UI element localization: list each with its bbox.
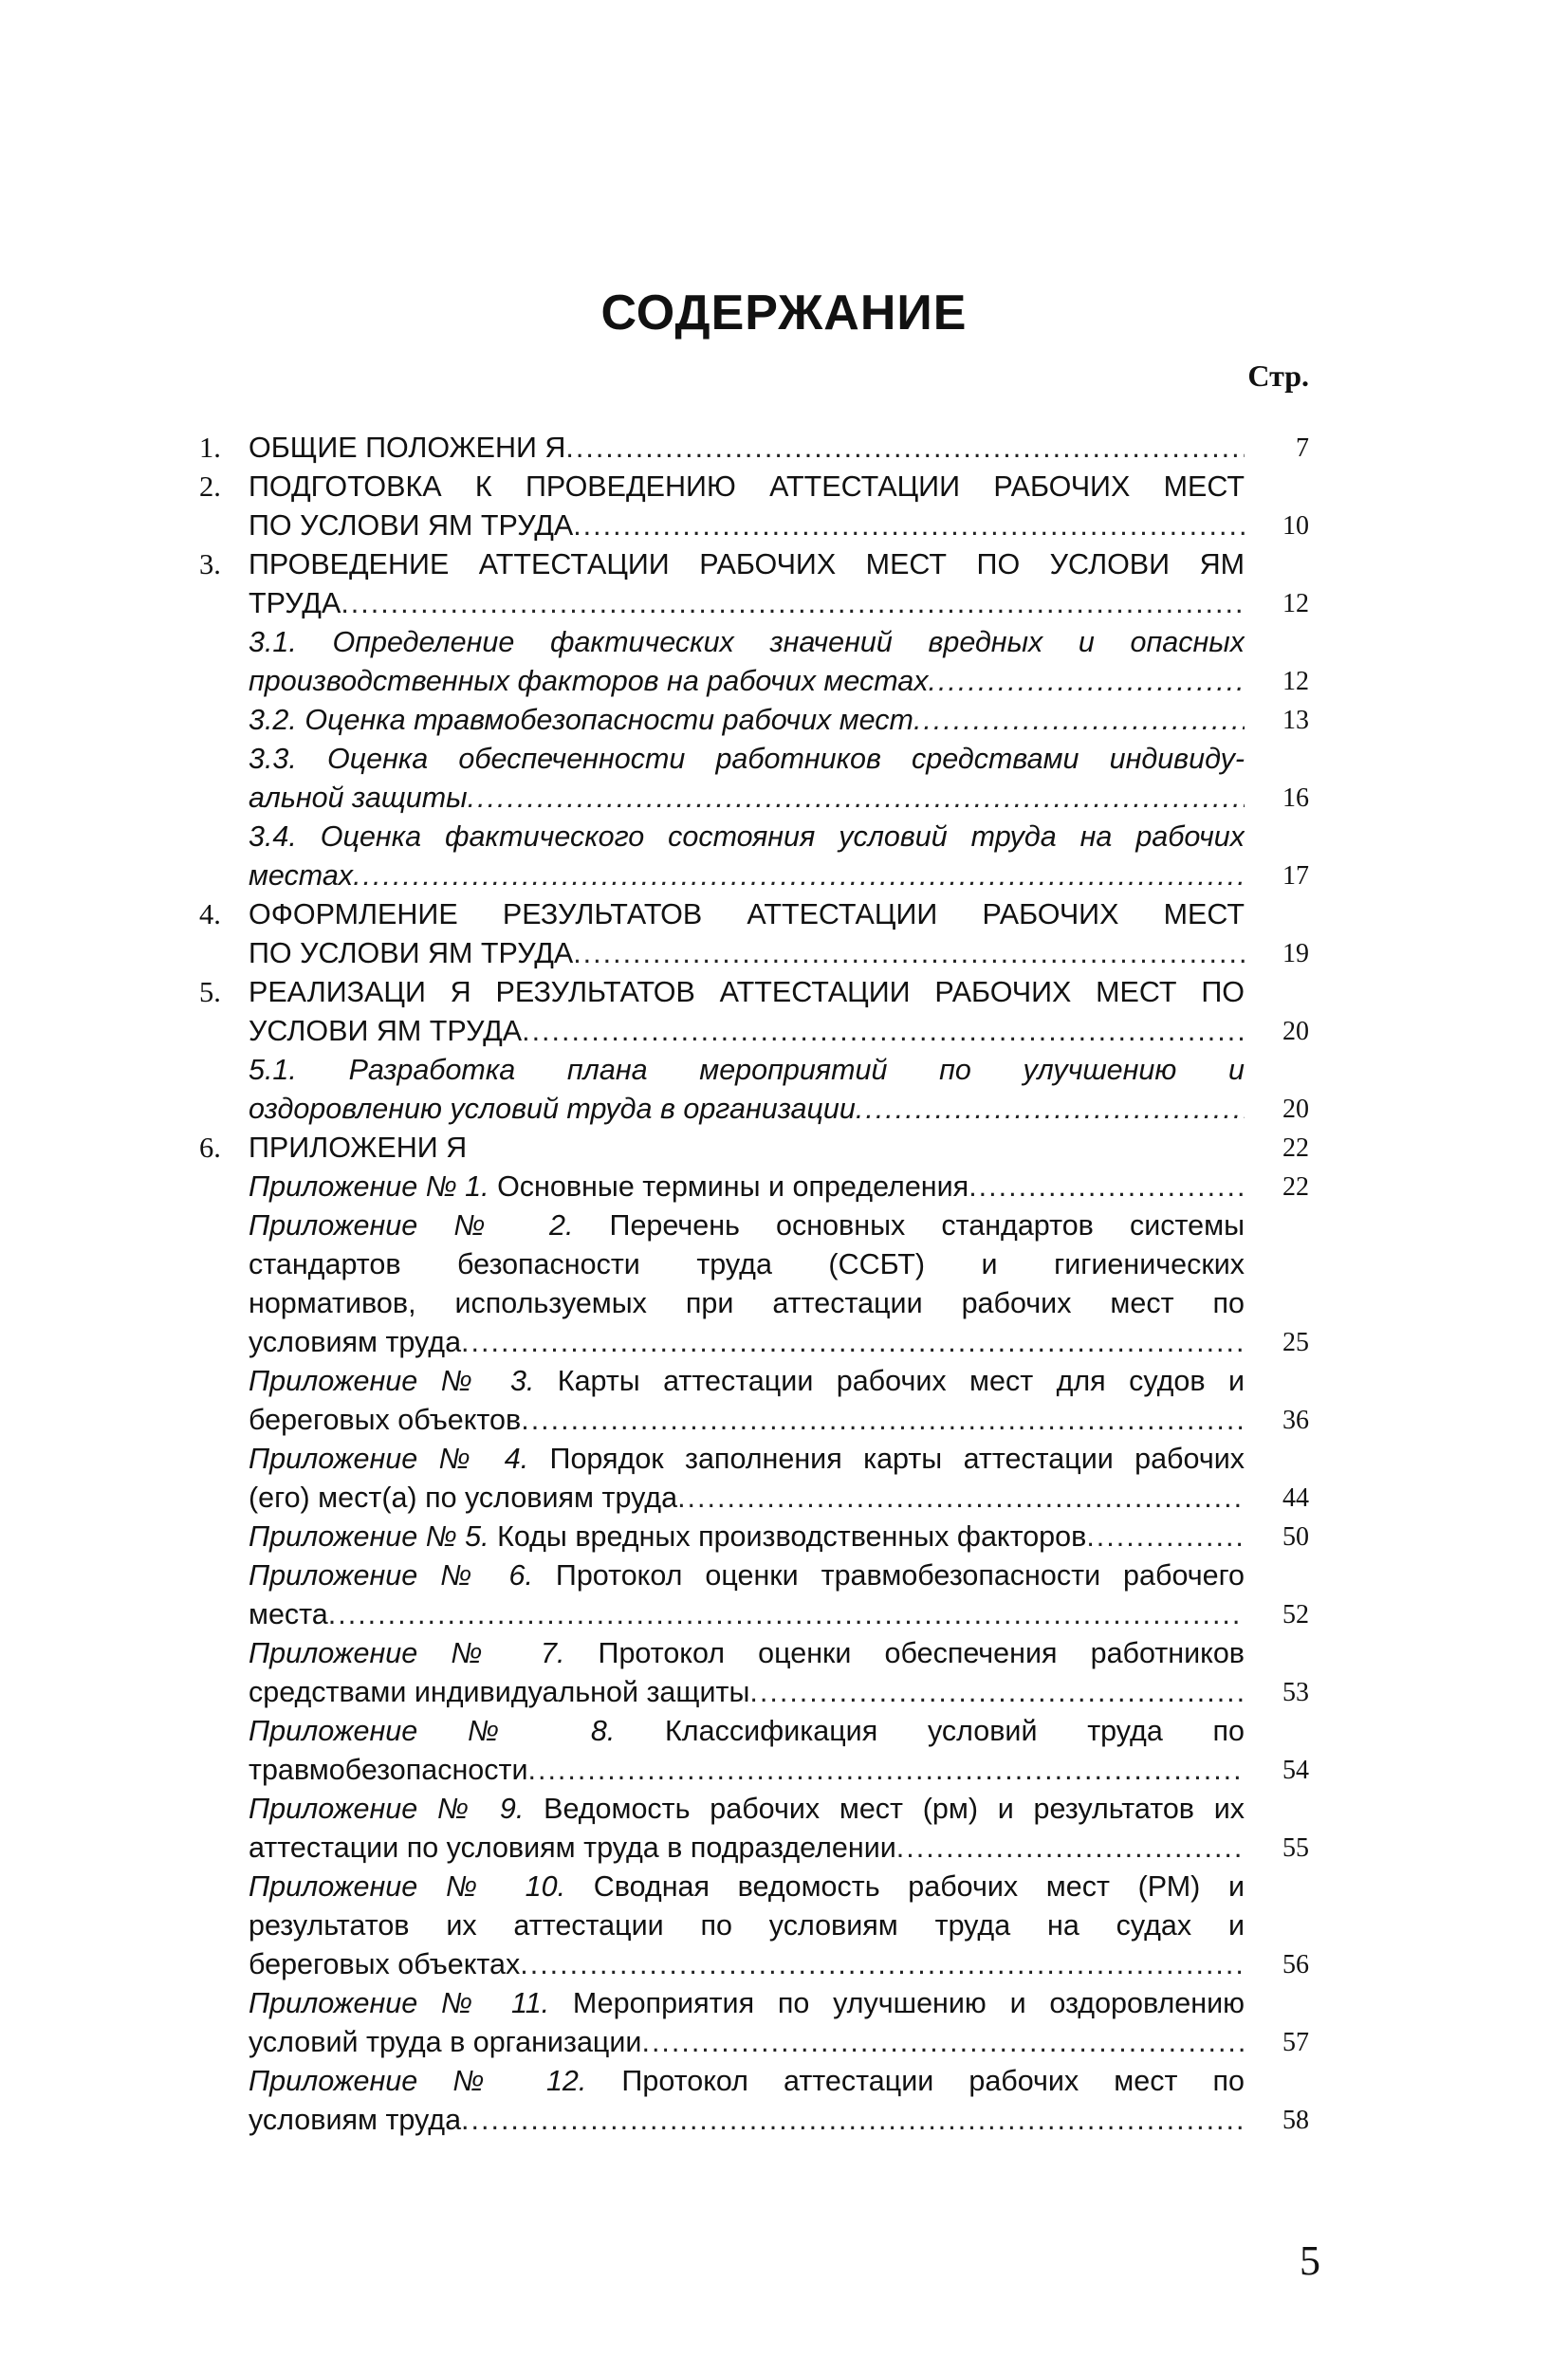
toc-entry — [199, 1634, 1309, 1712]
toc-entry-text: Протокол аттестации рабочих мест по — [586, 2065, 1245, 2097]
toc-entry-text: ТРУДА — [249, 587, 341, 619]
toc-entry-text: производственных факторов на рабочих местах — [249, 665, 929, 697]
toc-entry-text: Перечень основных стандартов системы — [573, 1209, 1245, 1242]
toc-entry-last-line — [249, 1945, 1245, 1984]
toc-entry — [199, 1362, 1309, 1440]
appendix-label: Приложение № 7. — [249, 1637, 565, 1669]
dot-leader — [468, 779, 1245, 818]
toc-entry-last-line — [249, 2023, 1245, 2062]
dot-leader — [573, 506, 1245, 545]
toc-page-number: 20 — [1282, 1095, 1309, 1124]
dot-leader — [856, 1090, 1245, 1129]
toc-entry-text: нормативов, используемых при аттестации рабочих мест по — [249, 1287, 1245, 1319]
toc-entry-text: стандартов безопасности труда (ССБТ) и гигиенических — [249, 1248, 1245, 1280]
dot-leader — [461, 1323, 1245, 1362]
toc-page-number: 56 — [1282, 1950, 1309, 1979]
toc-entry-line — [249, 2062, 1245, 2101]
toc-page-number: 54 — [1282, 1756, 1309, 1785]
toc-entry-text: Мероприятия по улучшению и оздоровлению — [549, 1987, 1245, 2019]
toc-entry-text: ПО УСЛОВИ ЯМ ТРУДА — [249, 937, 574, 969]
toc-entry — [199, 740, 1309, 818]
toc-entry-text: ПРИЛОЖЕНИ Я — [249, 1132, 468, 1164]
toc-entry — [199, 1984, 1309, 2062]
toc-entry-text: Классификация условий труда по — [615, 1715, 1245, 1747]
dot-leader — [461, 2101, 1245, 2140]
toc-entry-last-line — [249, 1012, 1245, 1051]
toc-entry-line — [249, 1440, 1245, 1479]
dot-leader — [520, 1945, 1245, 1984]
toc-entry-text: условиям труда — [249, 1326, 462, 1358]
toc-entry-last-line — [249, 1479, 1245, 1518]
toc-entry — [199, 818, 1309, 895]
toc-entry — [199, 1168, 1309, 1206]
toc-entry-line — [249, 973, 1245, 1012]
toc-entry-last-line — [249, 1168, 1245, 1206]
toc-entry-line — [249, 740, 1245, 779]
toc-page-number: 58 — [1282, 2106, 1309, 2135]
toc-entry-text: ПРОВЕДЕНИЕ АТТЕСТАЦИИ РАБОЧИХ МЕСТ ПО УСЛОВИ ЯМ — [249, 548, 1245, 580]
toc-entry-line — [249, 1712, 1245, 1751]
toc-entry — [199, 468, 1309, 545]
toc-entry-number: 2. — [199, 470, 221, 503]
toc-entry-number: 4. — [199, 898, 221, 930]
toc-entry-line — [249, 468, 1245, 506]
toc-page-number: 25 — [1282, 1328, 1309, 1357]
toc-entry-last-line — [249, 1129, 1245, 1168]
toc-entry-last-line — [249, 506, 1245, 545]
toc-entry-text: ОБЩИЕ ПОЛОЖЕНИ Я — [249, 432, 566, 464]
toc-entry-last-line — [249, 1090, 1245, 1129]
toc-entry-last-line — [249, 1323, 1245, 1362]
dot-leader — [968, 1168, 1245, 1206]
page-title: СОДЕРЖАНИЕ — [600, 285, 968, 341]
toc-entry-text: Основные термины и определения — [489, 1170, 969, 1203]
toc-entry — [199, 1556, 1309, 1634]
appendix-label: Приложение № 2. — [249, 1209, 574, 1242]
toc-entry-text: береговых объектах — [249, 1948, 521, 1980]
toc-entry-text: Ведомость рабочих мест (рм) и результатов их — [524, 1793, 1245, 1825]
toc-entry-last-line — [249, 1401, 1245, 1440]
dot-leader — [677, 1479, 1245, 1518]
toc-entry-line — [249, 1868, 1245, 1906]
toc-entry-text: 3.4. Оценка фактического состояния условий труда на рабочих — [249, 820, 1245, 853]
toc-entry — [199, 895, 1309, 973]
toc-entry-text: береговых объектов — [249, 1404, 522, 1436]
appendix-label: Приложение № 9. — [249, 1793, 525, 1825]
dot-leader — [353, 856, 1245, 895]
dot-leader — [521, 1401, 1245, 1440]
toc-entry-last-line — [249, 662, 1245, 701]
toc-page-number: 22 — [1282, 1172, 1309, 1202]
dot-leader — [913, 701, 1245, 740]
dot-leader — [341, 584, 1245, 623]
toc-entry-number: 3. — [199, 548, 221, 580]
toc-page-number: 10 — [1282, 511, 1309, 541]
toc-entry-line — [249, 1634, 1245, 1673]
toc-page-number: 55 — [1282, 1833, 1309, 1863]
appendix-label: Приложение № 1. — [249, 1170, 489, 1203]
toc-entry-line — [249, 1790, 1245, 1829]
toc-entry-number: 6. — [199, 1132, 221, 1164]
toc-entry-text: условиям труда — [249, 2104, 462, 2136]
appendix-label: Приложение № 4. — [249, 1443, 529, 1475]
toc-page-number: 7 — [1296, 433, 1309, 463]
toc-entry — [199, 623, 1309, 701]
toc-page-number: 20 — [1282, 1017, 1309, 1046]
toc-entry — [199, 2062, 1309, 2140]
appendix-label: Приложение № 8. — [249, 1715, 616, 1747]
toc-entry-line — [249, 1906, 1245, 1945]
toc-entry-last-line — [249, 1673, 1245, 1712]
toc-page-number: 44 — [1282, 1483, 1309, 1513]
toc-entry-text: ОФОРМЛЕНИЕ РЕЗУЛЬТАТОВ АТТЕСТАЦИИ РАБОЧИХ МЕСТ — [249, 898, 1245, 930]
toc-entry-line — [249, 818, 1245, 856]
dot-leader — [522, 1012, 1245, 1051]
toc-entry — [199, 701, 1309, 740]
toc-entry-text: 3.3. Оценка обеспеченности работников средствами индивиду- — [249, 743, 1245, 775]
toc-entry-text: 3.2. Оценка травмобезопасности рабочих мест — [249, 704, 913, 736]
toc-entry-text: места — [249, 1598, 328, 1630]
toc-page-number: 53 — [1282, 1678, 1309, 1707]
toc-entry-text: оздоровлению условий труда в организации — [249, 1093, 856, 1125]
toc-entry-last-line — [249, 2101, 1245, 2140]
toc-entry-line — [249, 1284, 1245, 1323]
toc-entry-text: ПО УСЛОВИ ЯМ ТРУДА — [249, 509, 574, 542]
appendix-label: Приложение № 3. — [249, 1365, 535, 1397]
toc-entry — [199, 1712, 1309, 1790]
table-of-contents — [199, 429, 1309, 2140]
toc-entry-number: 5. — [199, 976, 221, 1008]
toc-entry — [199, 1129, 1309, 1168]
toc-entry — [199, 973, 1309, 1051]
toc-entry-line — [249, 545, 1245, 584]
toc-entry-text: альной защиты — [249, 782, 468, 814]
toc-entry-last-line — [249, 1751, 1245, 1790]
dot-leader — [328, 1595, 1245, 1634]
toc-entry — [199, 1440, 1309, 1518]
toc-entry-line — [249, 1245, 1245, 1284]
toc-entry-line — [249, 1362, 1245, 1401]
toc-entry-last-line — [249, 779, 1245, 818]
toc-entry-text: (его) мест(а) по условиям труда — [249, 1482, 678, 1514]
toc-page-number: 16 — [1282, 783, 1309, 813]
toc-page-number: 12 — [1282, 667, 1309, 696]
appendix-label: Приложение № 10. — [249, 1870, 566, 1903]
appendix-label: Приложение № 6. — [249, 1559, 533, 1592]
toc-page-number: 52 — [1282, 1600, 1309, 1629]
toc-entry — [199, 1518, 1309, 1556]
toc-page-number: 57 — [1282, 2028, 1309, 2057]
toc-entry-line — [249, 623, 1245, 662]
toc-entry-text: условий труда в организации — [249, 2026, 642, 2058]
toc-entry — [199, 1206, 1309, 1362]
toc-entry-line — [249, 1051, 1245, 1090]
toc-entry-line — [249, 895, 1245, 934]
toc-entry-text: 5.1. Разработка плана мероприятий по улучшению и — [249, 1054, 1245, 1086]
appendix-label: Приложение № 11. — [249, 1987, 550, 2019]
toc-entry-text: Протокол оценки травмобезопасности рабочего — [532, 1559, 1245, 1592]
toc-entry-text: Карты аттестации рабочих мест для судов и — [534, 1365, 1245, 1397]
toc-entry — [199, 1868, 1309, 1984]
toc-entry-last-line — [249, 934, 1245, 973]
dot-leader — [565, 429, 1245, 468]
toc-page-number: 36 — [1282, 1406, 1309, 1435]
toc-entry-text: местах — [249, 859, 354, 892]
appendix-label: Приложение № 5. — [249, 1520, 489, 1553]
dot-leader — [641, 2023, 1245, 2062]
toc-entry-last-line — [249, 1829, 1245, 1868]
toc-entry-last-line — [249, 584, 1245, 623]
toc-page-number: 19 — [1282, 939, 1309, 968]
toc-entry — [199, 545, 1309, 623]
toc-entry-last-line — [249, 1595, 1245, 1634]
toc-entry — [199, 429, 1309, 468]
toc-entry-text: РЕАЛИЗАЦИ Я РЕЗУЛЬТАТОВ АТТЕСТАЦИИ РАБОЧИХ МЕСТ ПО — [249, 976, 1245, 1008]
toc-page-number: 17 — [1282, 861, 1309, 891]
toc-entry-text: ПОДГОТОВКА К ПРОВЕДЕНИЮ АТТЕСТАЦИИ РАБОЧИХ МЕСТ — [249, 470, 1245, 503]
toc-entry-text: Сводная ведомость рабочих мест (РМ) и — [565, 1870, 1245, 1903]
dot-leader — [928, 662, 1245, 701]
dot-leader — [896, 1829, 1245, 1868]
page-number: 5 — [1300, 2237, 1320, 2284]
toc-entry-line — [249, 1206, 1245, 1245]
toc-page-number: 50 — [1282, 1522, 1309, 1552]
toc-entry-last-line — [249, 429, 1245, 468]
toc-entry-text: Коды вредных производственных факторов — [489, 1520, 1087, 1553]
toc-entry-number: 1. — [199, 432, 221, 464]
toc-entry-text: УСЛОВИ ЯМ ТРУДА — [249, 1015, 523, 1047]
toc-page-number: 13 — [1282, 706, 1309, 735]
toc-entry-last-line — [249, 856, 1245, 895]
toc-entry-text: результатов их аттестации по условиям труда на судах и — [249, 1909, 1245, 1942]
toc-entry-last-line — [249, 1518, 1245, 1556]
toc-entry-text: средствами индивидуальной защиты — [249, 1676, 750, 1708]
dot-leader — [1086, 1518, 1245, 1556]
toc-entry-line — [249, 1984, 1245, 2023]
toc-page-number: 12 — [1282, 589, 1309, 618]
dot-leader — [528, 1751, 1245, 1790]
toc-entry-text: Порядок заполнения карты аттестации рабочих — [528, 1443, 1245, 1475]
toc-entry-text: аттестации по условиям труда в подразделении — [249, 1832, 896, 1864]
toc-entry — [199, 1051, 1309, 1129]
toc-entry-text: Протокол оценки обеспечения работников — [564, 1637, 1245, 1669]
toc-entry-line — [249, 1556, 1245, 1595]
dot-leader — [749, 1673, 1245, 1712]
appendix-label: Приложение № 12. — [249, 2065, 587, 2097]
dot-leader — [573, 934, 1245, 973]
toc-entry-last-line — [249, 701, 1245, 740]
page-column-label: Стр. — [1247, 359, 1309, 393]
toc-entry — [199, 1790, 1309, 1868]
toc-page-number: 22 — [1282, 1133, 1309, 1163]
toc-entry-text: 3.1. Определение фактических значений вредных и опасных — [249, 626, 1245, 658]
toc-entry-text: травмобезопасности — [249, 1754, 528, 1786]
